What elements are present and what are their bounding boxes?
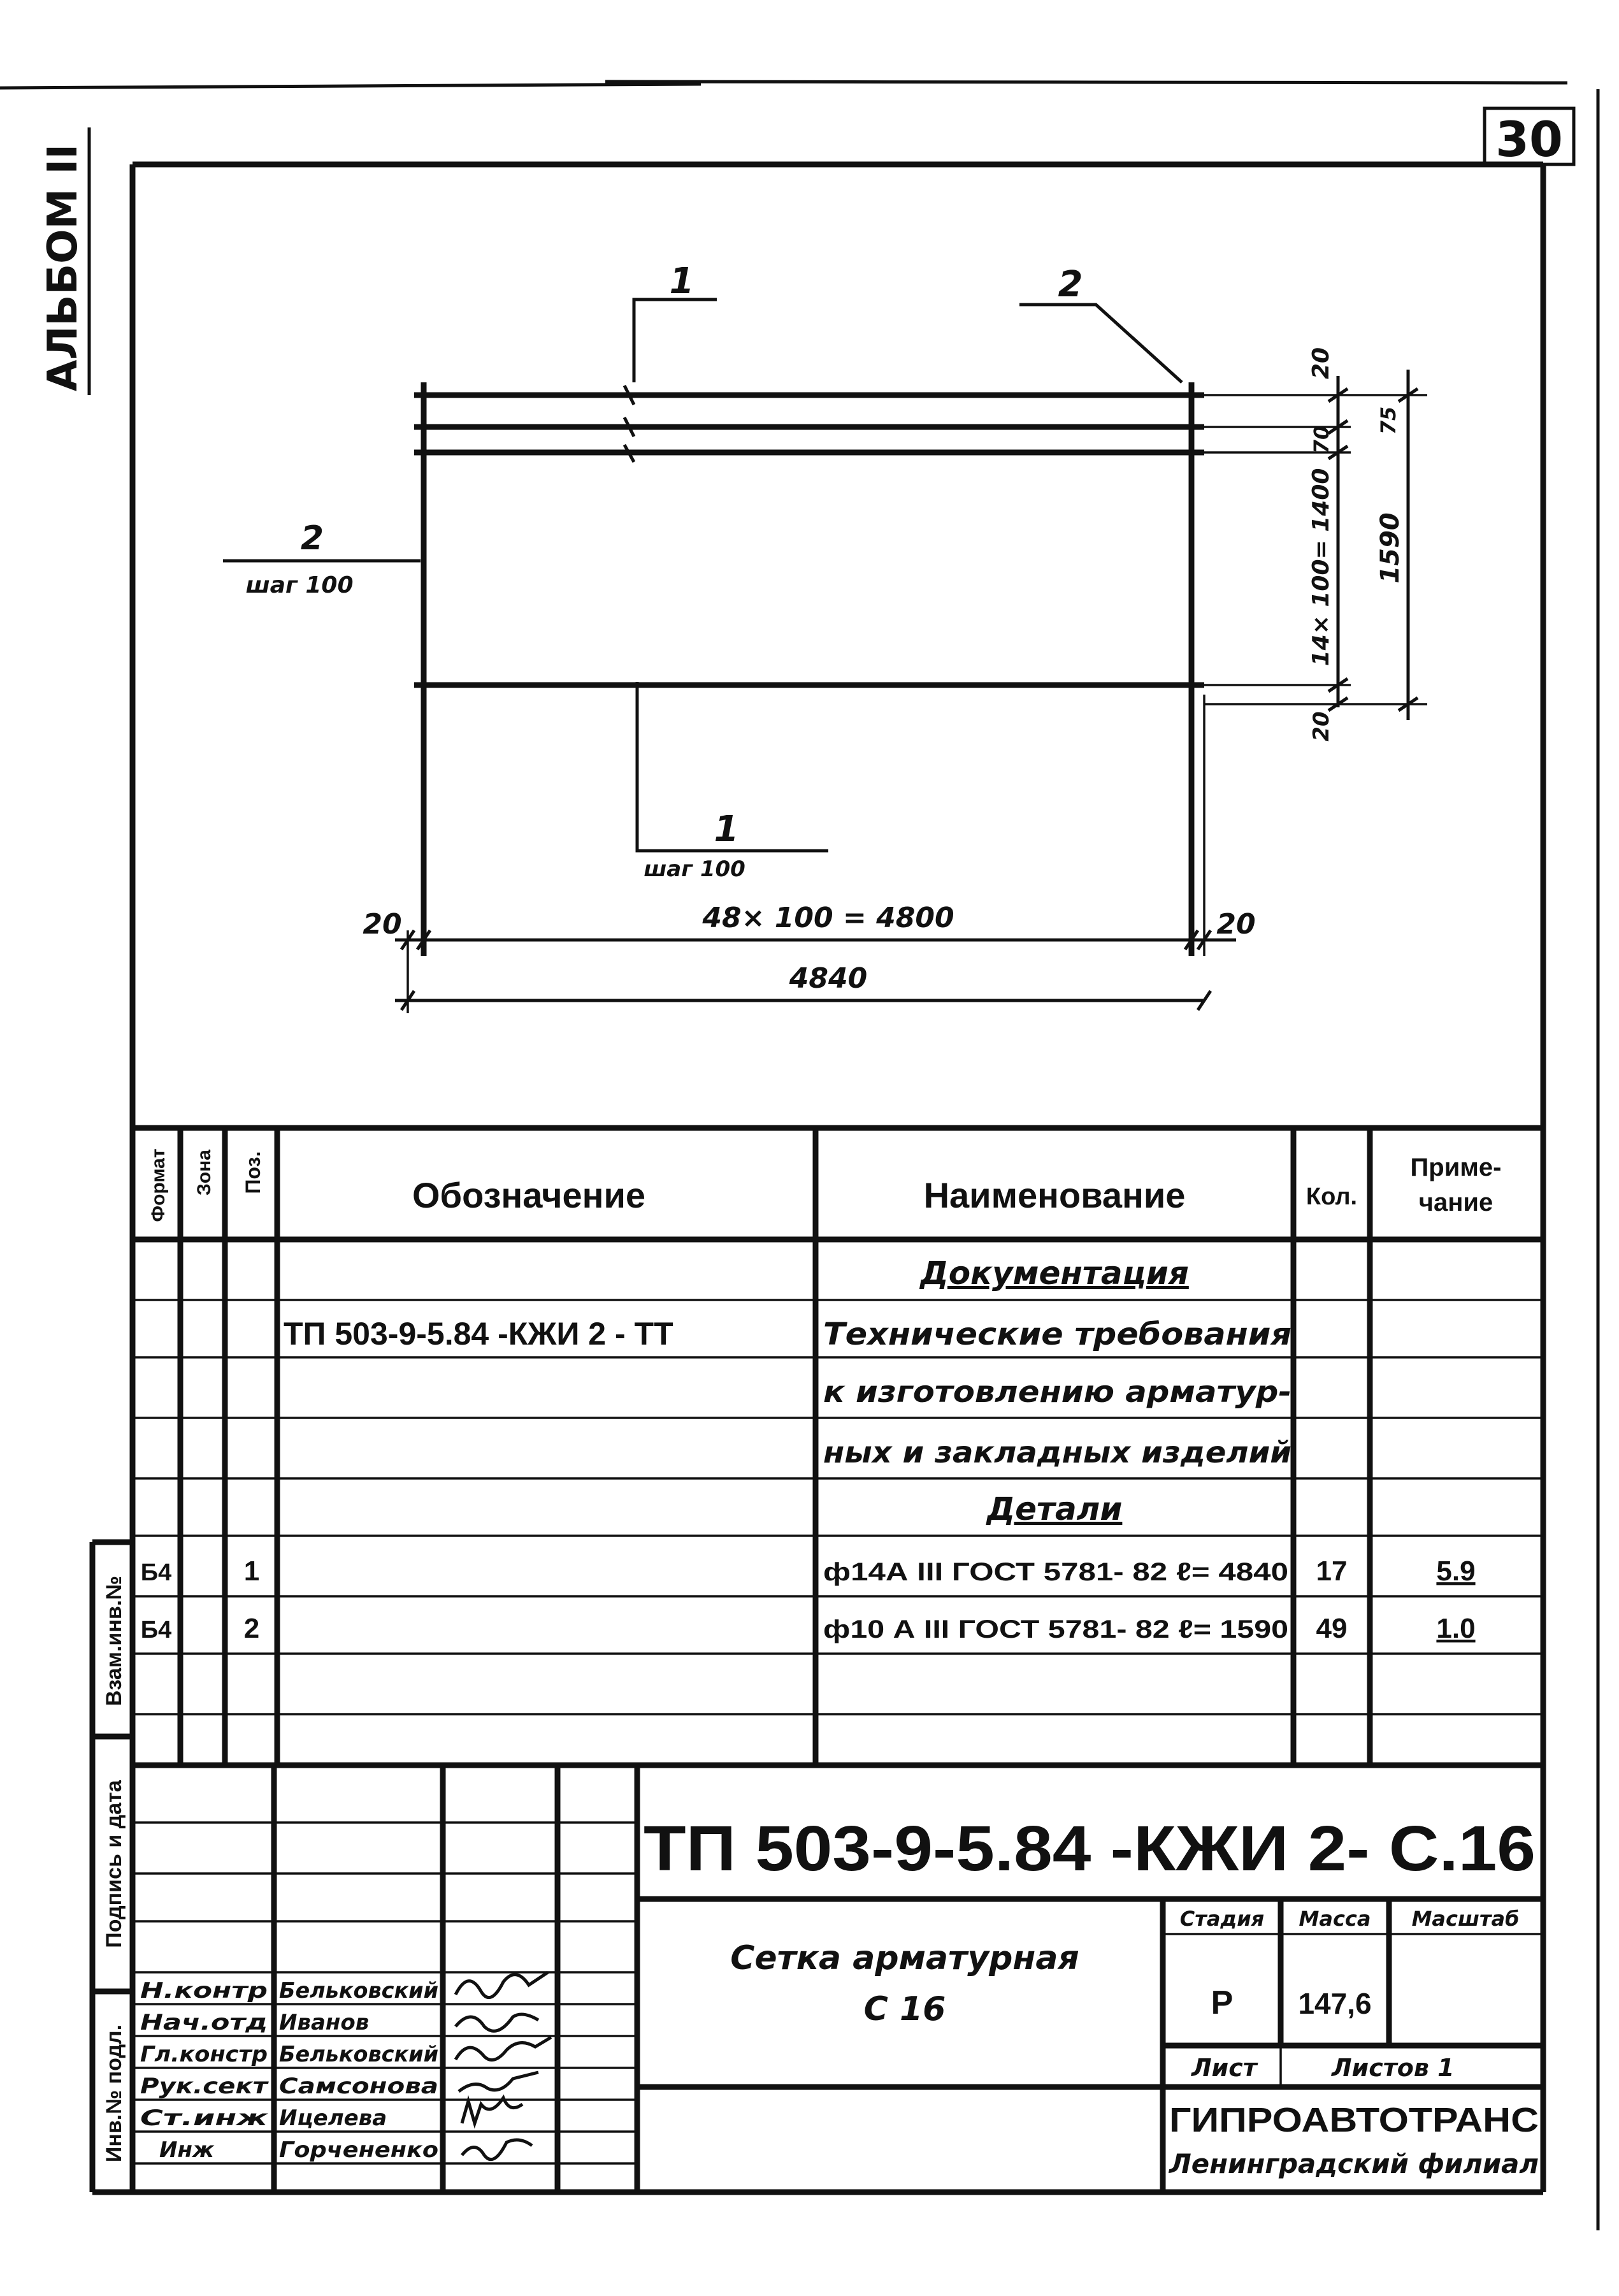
callout-2-left: 2 bbox=[300, 519, 324, 558]
callout-1-top: 1 bbox=[669, 261, 694, 302]
person-name: Горчененко bbox=[279, 2137, 438, 2163]
person-name: Ицелева bbox=[279, 2105, 387, 2131]
row-note: 5.9 bbox=[1436, 1556, 1476, 1587]
table-row bbox=[823, 1375, 1292, 1409]
person-role: Гл.констр bbox=[140, 2042, 268, 2067]
table-row bbox=[823, 1435, 1292, 1469]
sheet-number: 30 bbox=[1495, 111, 1563, 168]
callout-1-bottom: 1 bbox=[714, 809, 739, 850]
row-pos: 1 bbox=[243, 1556, 260, 1587]
callout-1-bottom-step: шаг 100 bbox=[644, 856, 745, 882]
row-pos: 2 bbox=[243, 1613, 260, 1644]
header-qty: Кол. bbox=[1306, 1183, 1358, 1210]
dim-right-70: 70 bbox=[1309, 425, 1334, 454]
row-note: 1.0 bbox=[1436, 1613, 1476, 1644]
people-list bbox=[140, 1978, 438, 2163]
scale-label: Масштаб bbox=[1411, 1907, 1520, 1931]
header-designation: Обозначение bbox=[412, 1175, 646, 1215]
person-name: Иванов bbox=[279, 2010, 370, 2035]
person-role: Инж bbox=[159, 2137, 214, 2163]
dim-right-20: 20 bbox=[1216, 908, 1256, 941]
row-name: ф10 А III ГОСТ 5781- 82 ℓ= 1590 bbox=[823, 1615, 1288, 1643]
person-name: Самсонова bbox=[279, 2074, 438, 2099]
drawing-code: ТП 503-9-5.84 -КЖИ 2- С.16 bbox=[644, 1813, 1536, 1884]
org-branch: Ленинградский филиал bbox=[1168, 2148, 1539, 2179]
row-designation: ТП 503-9-5.84 -КЖИ 2 - ТТ bbox=[284, 1316, 673, 1352]
header-note-2: чание bbox=[1418, 1188, 1493, 1217]
sheet-label: Лист bbox=[1191, 2054, 1257, 2082]
header-pos: Поз. bbox=[241, 1151, 264, 1194]
dim-right-20-top: 20 bbox=[1308, 347, 1334, 380]
dim-right-1590: 1590 bbox=[1376, 512, 1405, 584]
dim-right-1400: 14× 100= 1400 bbox=[1308, 468, 1334, 667]
callout-2-left-step: шаг 100 bbox=[245, 572, 354, 598]
mass-label: Масса bbox=[1299, 1907, 1371, 1931]
callout-2-top: 2 bbox=[1058, 264, 1083, 305]
dim-right-75: 75 bbox=[1376, 406, 1400, 435]
title-line-1: Сетка арматурная bbox=[730, 1939, 1079, 1977]
table-row bbox=[284, 1316, 1292, 1352]
person-role: Нач.отд bbox=[140, 2010, 268, 2035]
stamp-inv-orig: Инв.№ подл. bbox=[102, 2024, 126, 2163]
row-name: Детали bbox=[986, 1491, 1123, 1527]
row-name: ных и закладных изделий bbox=[823, 1435, 1292, 1469]
stage-label: Стадия bbox=[1179, 1907, 1265, 1931]
mass-value: 147,6 bbox=[1298, 1987, 1372, 2020]
album-label: АЛЬБОМ II bbox=[40, 143, 87, 392]
header-note-1: Приме- bbox=[1410, 1153, 1502, 1181]
header-zone: Зона bbox=[194, 1150, 215, 1195]
row-qty: 49 bbox=[1316, 1613, 1348, 1644]
sheets-label: Листов 1 bbox=[1332, 2054, 1455, 2082]
stamp-sign-date: Подпись и дата bbox=[102, 1780, 126, 1948]
row-name: Документация bbox=[920, 1255, 1189, 1292]
row-name: ф14А III ГОСТ 5781- 82 ℓ= 4840 bbox=[823, 1558, 1288, 1586]
stamp-replace-inv: Взам.инв.№ bbox=[102, 1575, 126, 1707]
header-name: Наименование bbox=[923, 1175, 1186, 1215]
table-row bbox=[919, 1255, 1189, 1292]
person-role: Ст.инж bbox=[140, 2105, 269, 2131]
row-name: к изготовлению арматур- bbox=[823, 1375, 1292, 1409]
stage-value: Р bbox=[1211, 1984, 1234, 2021]
row-format: Б4 bbox=[140, 1559, 172, 1586]
org-name: ГИПРОАВТОТРАНС bbox=[1169, 2101, 1539, 2139]
row-name: Технические требования bbox=[823, 1317, 1292, 1352]
person-role: Рук.сект bbox=[140, 2074, 270, 2099]
person-role: Н.контр bbox=[140, 1978, 268, 2004]
dim-left-20: 20 bbox=[363, 908, 402, 941]
header-format: Формат bbox=[148, 1148, 169, 1222]
row-qty: 17 bbox=[1316, 1556, 1348, 1587]
person-name: Бельковский bbox=[279, 1978, 438, 2004]
table-row bbox=[141, 1613, 1476, 1644]
table-row bbox=[986, 1491, 1123, 1527]
person-name: Бельковский bbox=[279, 2042, 438, 2067]
dim-total: 4840 bbox=[789, 962, 868, 995]
dim-right-20-bottom: 20 bbox=[1309, 711, 1334, 742]
row-format: Б4 bbox=[140, 1617, 172, 1643]
table-row bbox=[141, 1556, 1476, 1587]
title-line-2: С 16 bbox=[863, 1990, 946, 2028]
dim-mid: 48× 100 = 4800 bbox=[702, 902, 954, 934]
